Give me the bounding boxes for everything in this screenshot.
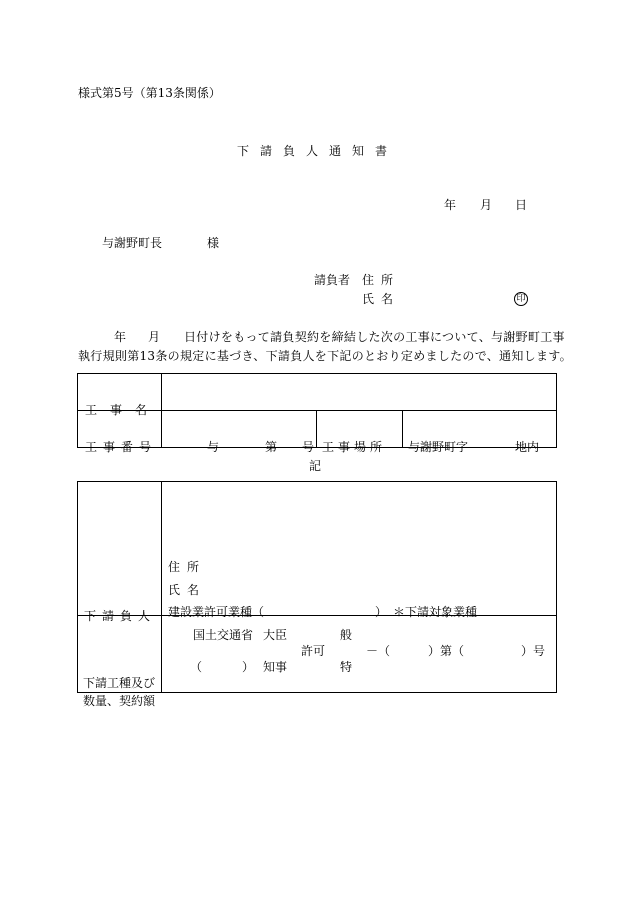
permit-label: 許可 — [301, 643, 326, 658]
contractor-address-label: 住所 — [362, 273, 401, 287]
project-table — [77, 373, 557, 454]
subcontractor-detail — [162, 482, 557, 674]
site-suffix: 地内 — [515, 440, 540, 454]
license-type-label: 建設業許可業種（ — [168, 604, 265, 619]
date-day: 日 — [515, 198, 528, 212]
work-label-line-2: 数量、契約額 — [83, 694, 156, 708]
governor-label: 知事 — [263, 659, 288, 674]
special-label: 特 — [340, 659, 353, 674]
license-close: ） — [375, 604, 388, 619]
project-name-label-cell — [78, 374, 162, 417]
number-suffix: 号 — [302, 440, 315, 454]
project-name-value — [162, 374, 557, 411]
work-label-line-1: 下請工種及び — [83, 676, 156, 690]
mlit-label: 国土交通省 — [193, 627, 254, 642]
governor-paren-close: ） — [242, 659, 255, 674]
project-name-label: 工事名 — [85, 403, 161, 417]
body-line-2: 執行規則第13条の規定に基づき、下請負人を下記のとおり定めましたので、通知します。 — [78, 349, 572, 363]
site-label: 工事場所 — [322, 440, 387, 454]
date-month: 月 — [480, 198, 493, 212]
addressee-honorific: 様 — [207, 236, 220, 250]
permit-go: ）号 — [521, 643, 546, 658]
sub-address-label: 住所 — [168, 559, 207, 574]
addressee-name: 与謝野町長 — [102, 236, 163, 250]
governor-paren-open: （ — [190, 659, 203, 674]
site-value — [403, 411, 557, 454]
subcontractor-label-cell — [78, 482, 162, 623]
body-line-1: 日付けをもって請負契約を締結した次の工事について、与謝野町工事 — [184, 330, 565, 344]
minister-label: 大臣 — [263, 627, 288, 642]
body-year: 年 — [114, 330, 127, 344]
target-work-label: ＊下請対象業種 — [393, 604, 478, 619]
work-label-cell — [78, 616, 162, 708]
number-mid: 第 — [265, 440, 278, 454]
seal-mark: 印 — [514, 292, 528, 306]
contractor-role: 請負者 — [314, 273, 351, 287]
project-number-label: 工事番号 — [85, 440, 158, 454]
subcontractor-label: 下請負人 — [84, 608, 157, 623]
ki-heading: 記 — [309, 459, 322, 473]
contractor-name-label: 氏名 — [362, 292, 401, 306]
general-label: 般 — [340, 627, 353, 642]
site-label-cell — [317, 411, 403, 454]
permit-dash: －（ — [366, 643, 391, 658]
project-number-value — [162, 411, 317, 454]
permit-dai: ）第（ — [428, 643, 465, 658]
document-title: 下請負人通知書 — [237, 144, 399, 158]
number-prefix: 与 — [207, 440, 220, 454]
site-prefix: 与謝野町字 — [408, 440, 469, 454]
form-number: 様式第5号（第13条関係） — [78, 86, 221, 100]
sub-name-label: 氏名 — [168, 582, 207, 597]
subcontractor-table — [77, 481, 557, 708]
body-month: 月 — [148, 330, 161, 344]
date-year: 年 — [444, 198, 457, 212]
